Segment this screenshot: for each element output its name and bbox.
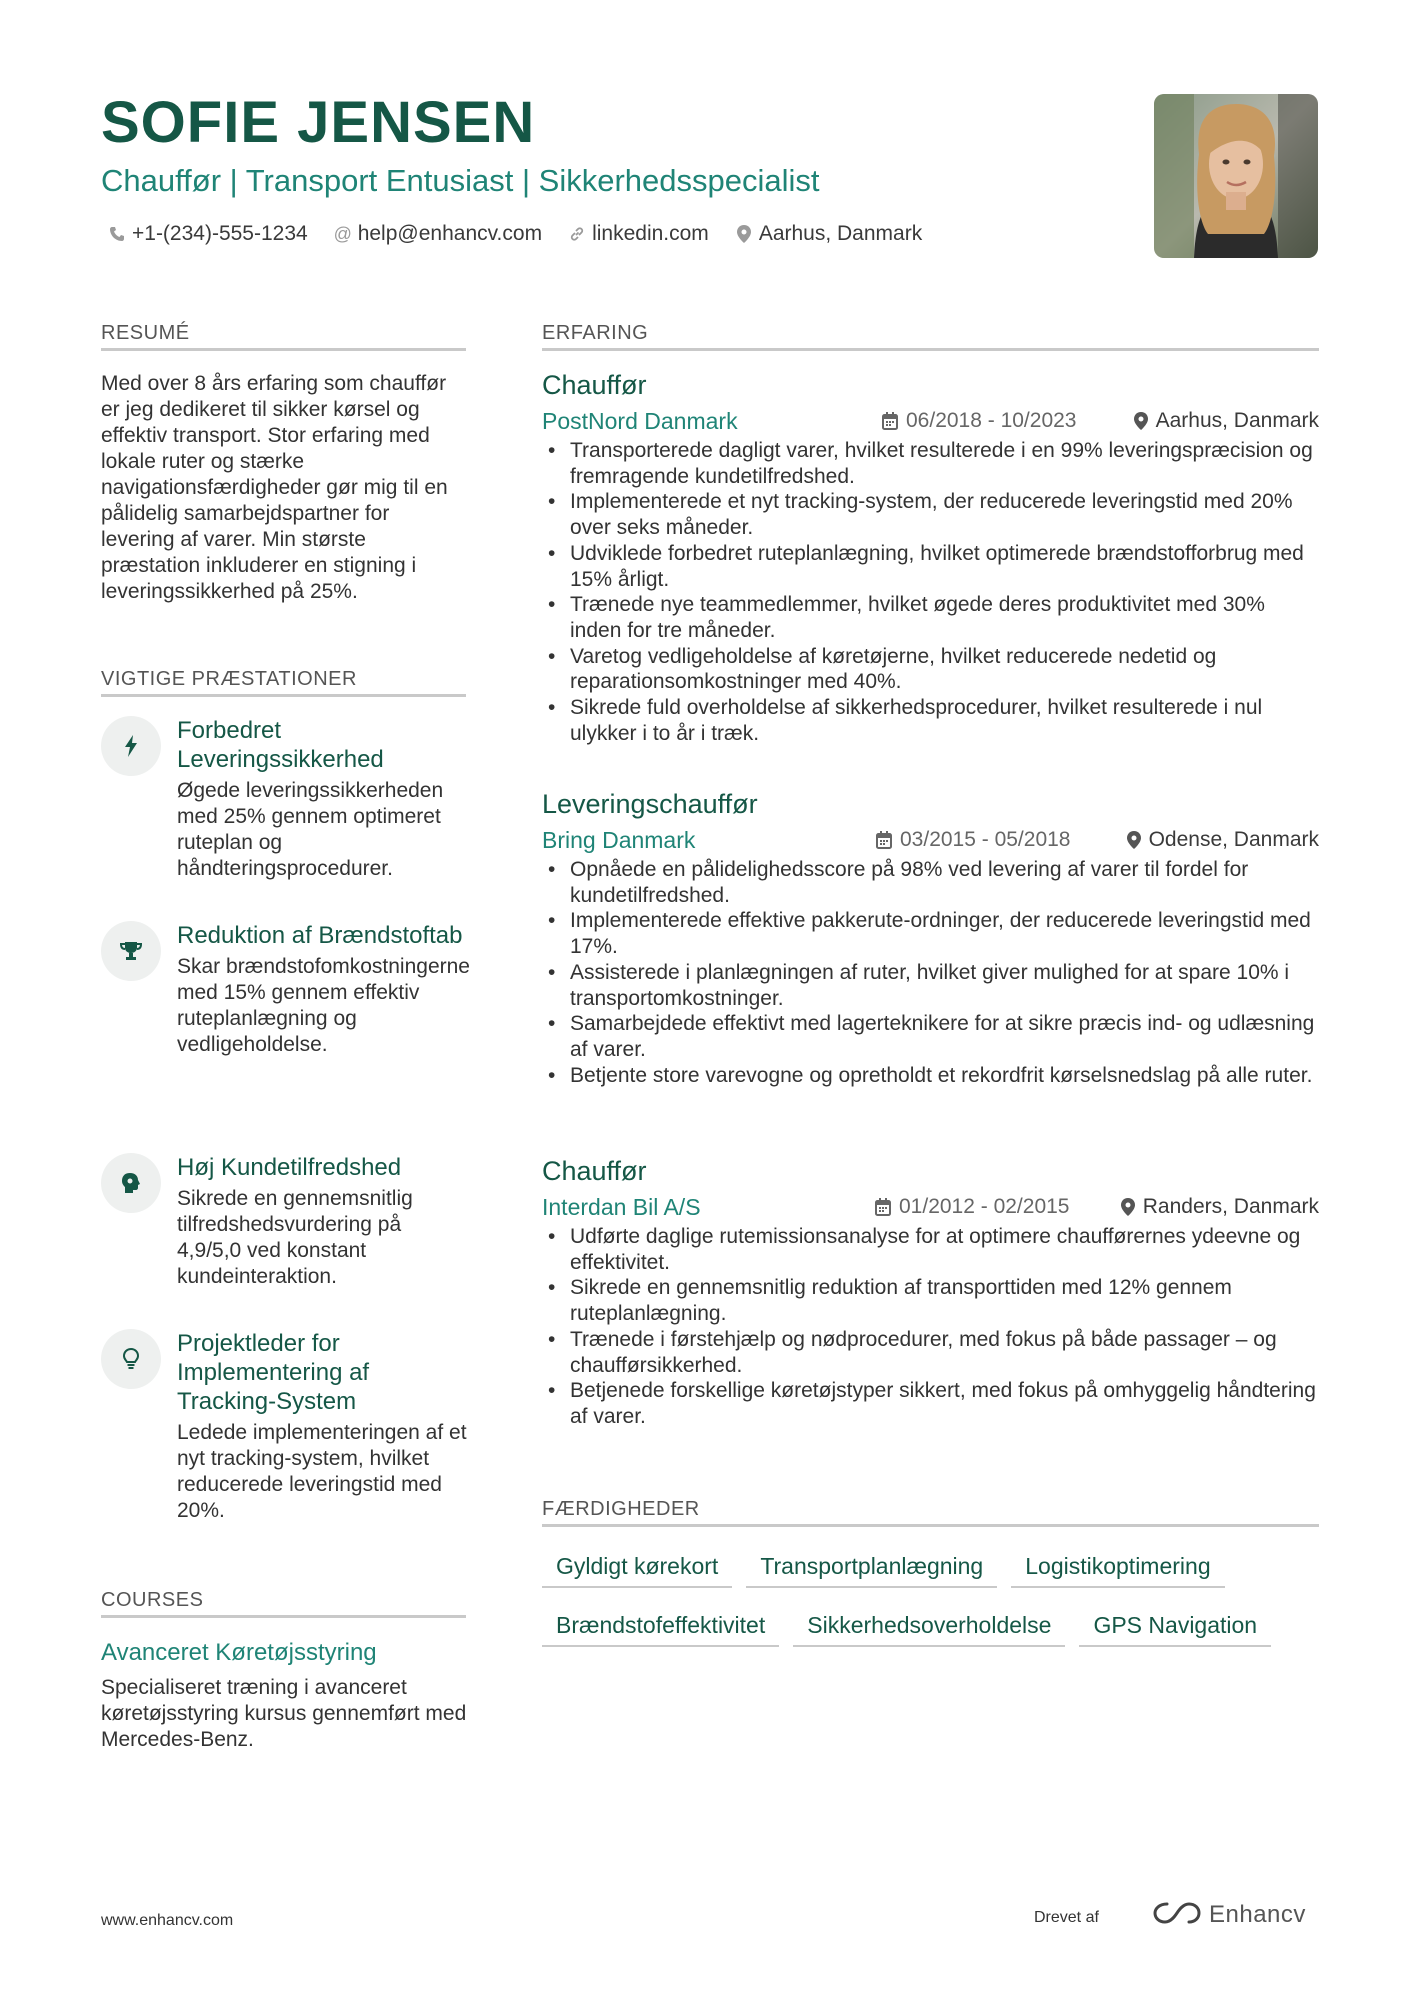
job-dates xyxy=(875,1190,1069,1224)
phone-text: +1-(234)-555-1234 xyxy=(132,222,308,245)
achievements-rule xyxy=(101,694,466,697)
achievement-title: Projektleder for Implementering af Tracking-System xyxy=(177,1330,370,1415)
footer-url[interactable]: www.enhancv.com xyxy=(101,1912,234,1929)
job-role: Chauffør xyxy=(542,1156,647,1186)
skill-tag: Sikkerhedsoverholdelse xyxy=(793,1607,1065,1647)
email-text[interactable]: help@enhancv.com xyxy=(357,222,543,245)
achievement-desc: Skar brændstofomkostningerne med 15% gennem effektiv ruteplanlægning og vedligeholdelse. xyxy=(177,955,470,1056)
summary-text: Med over 8 års erfaring som chauffør er jeg dedikeret til sikker kørsel og effektiv transport. Stor erfaring med lokale ruter og stærke navigationsfærdigheder gør mig til en pålidelig samarbejdspartner for levering af varer. Min største præstation inkluderer en stigning i leveringssikkerhed på 25%. xyxy=(101,372,448,603)
achievement-title: Høj Kundetilfredshed xyxy=(177,1154,402,1181)
at-icon: @ xyxy=(333,224,352,244)
calendar-icon xyxy=(882,412,898,430)
skill-tag: GPS Navigation xyxy=(1079,1607,1271,1647)
job-bullet: • Transporterede dagligt varer, hvilket resulterede i en 99% leveringspræcision og fremragende kundetilfredshed. xyxy=(542,438,1319,489)
summary-rule xyxy=(101,348,466,351)
achievement-desc: Ledede implementeringen af et nyt tracking-system, hvilket reducerede leveringstid med 20%. xyxy=(177,1421,467,1522)
job-dates-text: 01/2012 - 02/2015 xyxy=(899,1195,1070,1218)
experience-rule xyxy=(542,348,1319,351)
contact-location xyxy=(735,218,922,250)
job-location-text: Aarhus, Danmark xyxy=(1155,409,1319,432)
candidate-name: SOFIE JENSEN xyxy=(101,90,536,155)
job-dates xyxy=(882,404,1076,438)
phone-icon xyxy=(108,226,126,242)
job-location-text: Odense, Danmark xyxy=(1148,828,1319,851)
course-title: Avanceret Køretøjsstyring xyxy=(101,1639,377,1666)
job-bullet: • Opnåede en pålidelighedsscore på 98% ved levering af varer til fordel for kundetilfredshed. xyxy=(542,857,1319,908)
job-entry xyxy=(542,1154,1319,1430)
summary-heading: RESUMÉ xyxy=(101,322,190,344)
skill-tag: Logistikoptimering xyxy=(1011,1548,1224,1588)
job-company: Bring Danmark xyxy=(542,827,696,853)
courses-heading: COURSES xyxy=(101,1589,204,1611)
course-desc: Specialiseret træning i avanceret køretøjsstyring kursus gennemført med Mercedes-Benz. xyxy=(101,1676,467,1751)
job-role: Chauffør xyxy=(542,370,647,400)
job-bullet: • Udførte daglige rutemissionsanalyse for at optimere chaufførernes ydeevne og effektivitet. xyxy=(542,1224,1319,1275)
head-icon xyxy=(101,1153,161,1213)
profile-photo xyxy=(1154,94,1318,258)
skills-rule xyxy=(542,1524,1319,1527)
job-location xyxy=(1121,1190,1319,1224)
job-bullets xyxy=(542,438,1319,746)
job-company: Interdan Bil A/S xyxy=(542,1194,701,1220)
trophy-icon xyxy=(101,921,161,981)
achievements-heading: VIGTIGE PRÆSTATIONER xyxy=(101,668,357,690)
job-bullet: • Betjenede forskellige køretøjstyper sikkert, med fokus på omhyggelig håndtering af varer. xyxy=(542,1378,1319,1429)
job-bullet: • Sikrede en gennemsnitlig reduktion af transporttiden med 12% gennem ruteplanlægning. xyxy=(542,1275,1319,1326)
job-company: PostNord Danmark xyxy=(542,408,738,434)
link-icon xyxy=(568,226,586,242)
location-pin-icon xyxy=(1127,831,1141,849)
skill-tag: Brændstofeffektivitet xyxy=(542,1607,779,1647)
job-bullets xyxy=(542,1224,1319,1430)
job-dates-text: 03/2015 - 05/2018 xyxy=(900,828,1071,851)
job-bullet: • Betjente store varevogne og opretholdt et rekordfrit kørselsnedslag på alle ruter. xyxy=(542,1063,1319,1089)
enhancv-logo-icon xyxy=(1153,1900,1201,1931)
job-bullet: • Implementerede et nyt tracking-system, der reducerede leveringstid med 20% over seks måneder. xyxy=(542,489,1319,540)
calendar-icon xyxy=(876,831,892,849)
enhancv-logo-text: Enhancv xyxy=(1209,1901,1306,1928)
experience-heading: ERFARING xyxy=(542,322,649,344)
courses-rule xyxy=(101,1615,466,1618)
contact-linkedin[interactable] xyxy=(568,218,709,250)
location-pin-icon xyxy=(1121,1198,1135,1216)
contact-email[interactable] xyxy=(334,218,542,250)
skills-heading: FÆRDIGHEDER xyxy=(542,1498,700,1520)
skill-tag: Gyldigt kørekort xyxy=(542,1548,732,1588)
location-pin-icon xyxy=(1134,412,1148,430)
job-location xyxy=(1134,404,1319,438)
job-bullet: • Varetog vedligeholdelse af køretøjerne, hvilket reducerede nedetid og reparationsomkostninger med 40%. xyxy=(542,644,1319,695)
achievement-desc: Øgede leveringssikkerheden med 25% gennem optimeret ruteplan og håndteringsprocedurer. xyxy=(177,779,444,880)
achievement-title: Reduktion af Brændstoftab xyxy=(177,922,463,949)
lightbulb-icon xyxy=(101,1329,161,1389)
job-bullet: • Udviklede forbedret ruteplanlægning, hvilket optimerede brændstofforbrug med 15% årligt. xyxy=(542,541,1319,592)
job-bullet: • Assisterede i planlægningen af ruter, hvilket giver mulighed for at spare 10% i transportomkostninger. xyxy=(542,960,1319,1011)
calendar-icon xyxy=(875,1198,891,1216)
job-dates xyxy=(876,823,1070,857)
job-bullets xyxy=(542,857,1319,1088)
job-role: Leveringschauffør xyxy=(542,789,758,819)
skills-row xyxy=(542,1548,1225,1588)
job-bullet: • Trænede nye teammedlemmer, hvilket øgede deres produktivitet med 30% inden for tre måneder. xyxy=(542,592,1319,643)
job-entry xyxy=(542,787,1319,1088)
linkedin-text[interactable]: linkedin.com xyxy=(592,222,709,245)
candidate-title: Chauffør | Transport Entusiast | Sikkerhedsspecialist xyxy=(101,163,820,198)
bolt-icon xyxy=(101,716,161,776)
job-bullet: • Trænede i førstehjælp og nødprocedurer, med fokus på både passager – og chaufførsikkerhed. xyxy=(542,1327,1319,1378)
contact-bar xyxy=(108,218,922,250)
achievement-desc: Sikrede en gennemsnitlig tilfredshedsvurdering på 4,9/5,0 ved konstant kundeinteraktion. xyxy=(177,1187,413,1288)
job-bullet: • Implementerede effektive pakkerute-ordninger, der reducerede leveringstid med 17%. xyxy=(542,908,1319,959)
location-text: Aarhus, Danmark xyxy=(758,222,923,245)
achievement-title: Forbedret Leveringssikkerhed xyxy=(177,717,384,773)
location-pin-icon xyxy=(735,225,753,243)
job-location-text: Randers, Danmark xyxy=(1142,1195,1319,1218)
job-dates-text: 06/2018 - 10/2023 xyxy=(906,409,1077,432)
enhancv-logo[interactable] xyxy=(1153,1898,1306,1932)
job-bullet: • Samarbejdede effektivt med lagerteknikere for at sikre præcis ind- og udlæsning af varer. xyxy=(542,1011,1319,1062)
job-location xyxy=(1127,823,1319,857)
job-entry xyxy=(542,368,1319,746)
skill-tag: Transportplanlægning xyxy=(746,1548,997,1588)
skills-row xyxy=(542,1607,1271,1647)
job-bullet: • Sikrede fuld overholdelse af sikkerhedsprocedurer, hvilket resulterede i nul ulykker i to år i træk. xyxy=(542,695,1319,746)
footer-powered-by: Drevet af xyxy=(1034,1909,1099,1926)
contact-phone xyxy=(108,218,308,250)
